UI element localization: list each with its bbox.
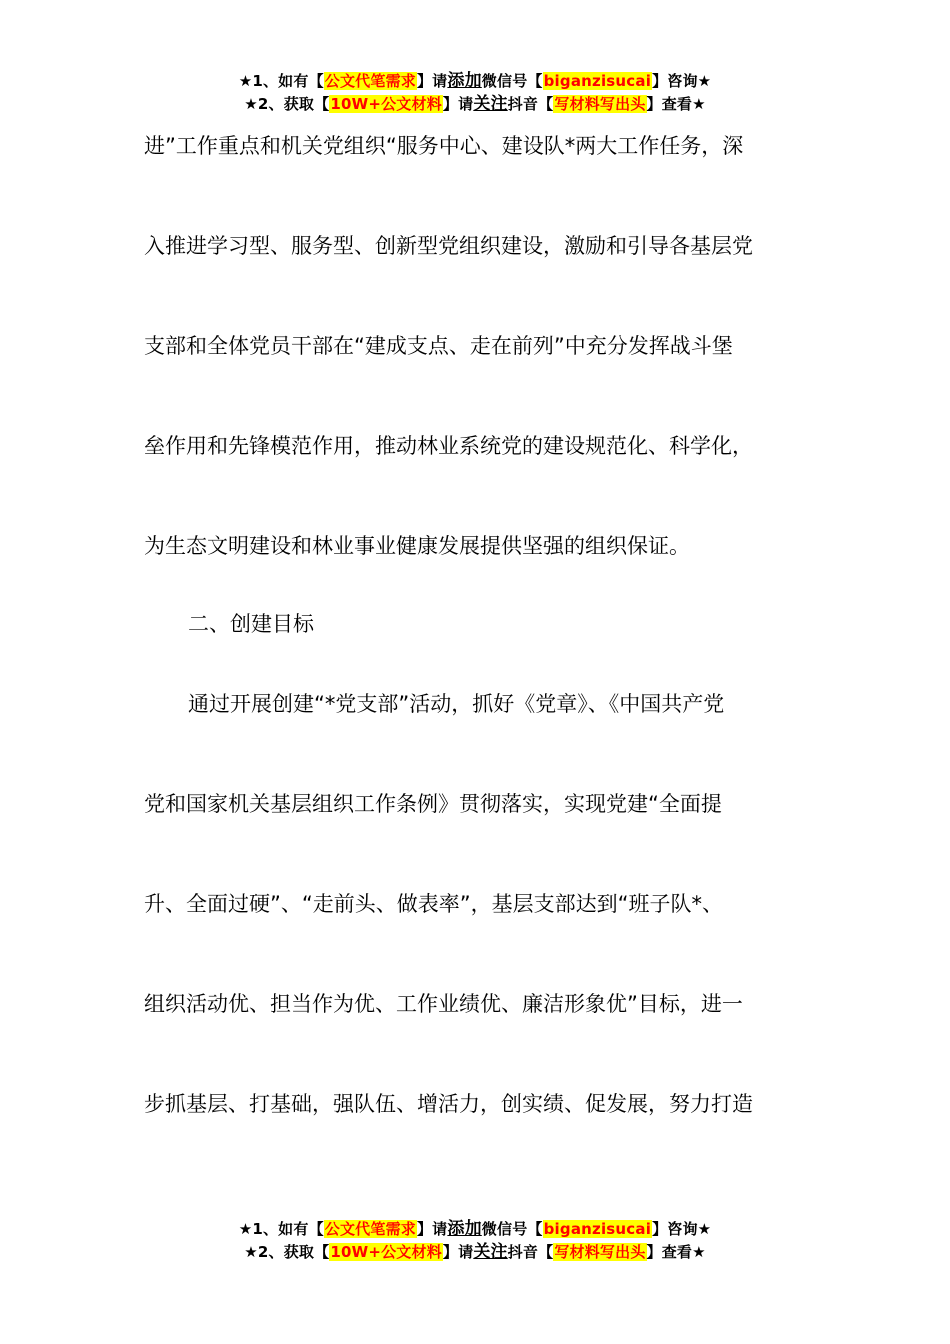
paragraph-line: 为生态文明建设和林业事业健康发展提供坚强的组织保证。	[144, 534, 690, 558]
banner-text: 微信号【	[481, 1220, 543, 1238]
paragraph-line: 组织活动优、担当作为优、工作业绩优、廉洁形象优”目标，进一	[144, 992, 743, 1016]
banner-text: ★1、如有【	[238, 72, 324, 90]
paragraph-line: 党和国家机关基层组织工作条例》贯彻落实，实现党建“全面提	[144, 792, 722, 816]
banner-text: ★2、获取【	[244, 95, 330, 113]
banner-text: 】请	[416, 1220, 448, 1238]
banner-line-2	[0, 1241, 950, 1264]
banner-text: 微信号【	[481, 72, 543, 90]
highlight-douyin-account: 写材料写出头	[554, 1243, 646, 1261]
paragraph-line: 进”工作重点和机关党组织“服务中心、建设队*两大工作任务，深	[144, 134, 744, 158]
banner-text: ★2、获取【	[244, 1243, 330, 1261]
banner-text: 】请	[442, 95, 474, 113]
highlight-douyin-account: 写材料写出头	[554, 95, 646, 113]
banner-text: 抖音【	[507, 95, 554, 113]
banner-text: 】查看★	[646, 1243, 706, 1261]
paragraph-line: 垒作用和先锋模范作用，推动林业系统党的建设规范化、科学化，	[144, 434, 753, 458]
paragraph-line: 升、全面过硬”、“走前头、做表率”，基层支部达到“班子队*、	[144, 892, 724, 916]
paragraph-line: 支部和全体党员干部在“建成支点、走在前列”中充分发挥战斗堡	[144, 334, 733, 358]
highlight-ghostwriting: 公文代笔需求	[324, 1220, 416, 1238]
banner-text: 抖音【	[507, 1243, 554, 1261]
banner-text: ★1、如有【	[238, 1220, 324, 1238]
underlined-follow: 关注	[473, 94, 508, 114]
underlined-add: 添加	[447, 71, 482, 91]
banner-line-2	[0, 93, 950, 116]
banner-text: 】咨询★	[652, 1220, 712, 1238]
banner-text: 】请	[442, 1243, 474, 1261]
highlight-materials: 10W+公文材料	[330, 1243, 442, 1261]
banner-line-1	[0, 70, 950, 93]
footer-banner	[0, 1218, 950, 1264]
underlined-add: 添加	[447, 1219, 482, 1239]
paragraph-line: 通过开展创建“*党支部”活动，抓好《党章》、《中国共产党	[188, 692, 725, 716]
banner-text: 】查看★	[646, 95, 706, 113]
paragraph-line: 步抓基层、打基础，强队伍、增活力，创实绩、促发展，努力打造	[144, 1092, 753, 1116]
highlight-ghostwriting: 公文代笔需求	[324, 72, 416, 90]
underlined-follow: 关注	[473, 1242, 508, 1262]
highlight-wechat-id: biganzisucai	[543, 1220, 652, 1238]
header-banner	[0, 70, 950, 116]
banner-line-1	[0, 1218, 950, 1241]
paragraph-line: 入推进学习型、服务型、创新型党组织建设，激励和引导各基层党	[144, 234, 753, 258]
highlight-materials: 10W+公文材料	[330, 95, 442, 113]
banner-text: 】咨询★	[652, 72, 712, 90]
banner-text: 】请	[416, 72, 448, 90]
highlight-wechat-id: biganzisucai	[543, 72, 652, 90]
section-heading: 二、创建目标	[188, 612, 314, 636]
